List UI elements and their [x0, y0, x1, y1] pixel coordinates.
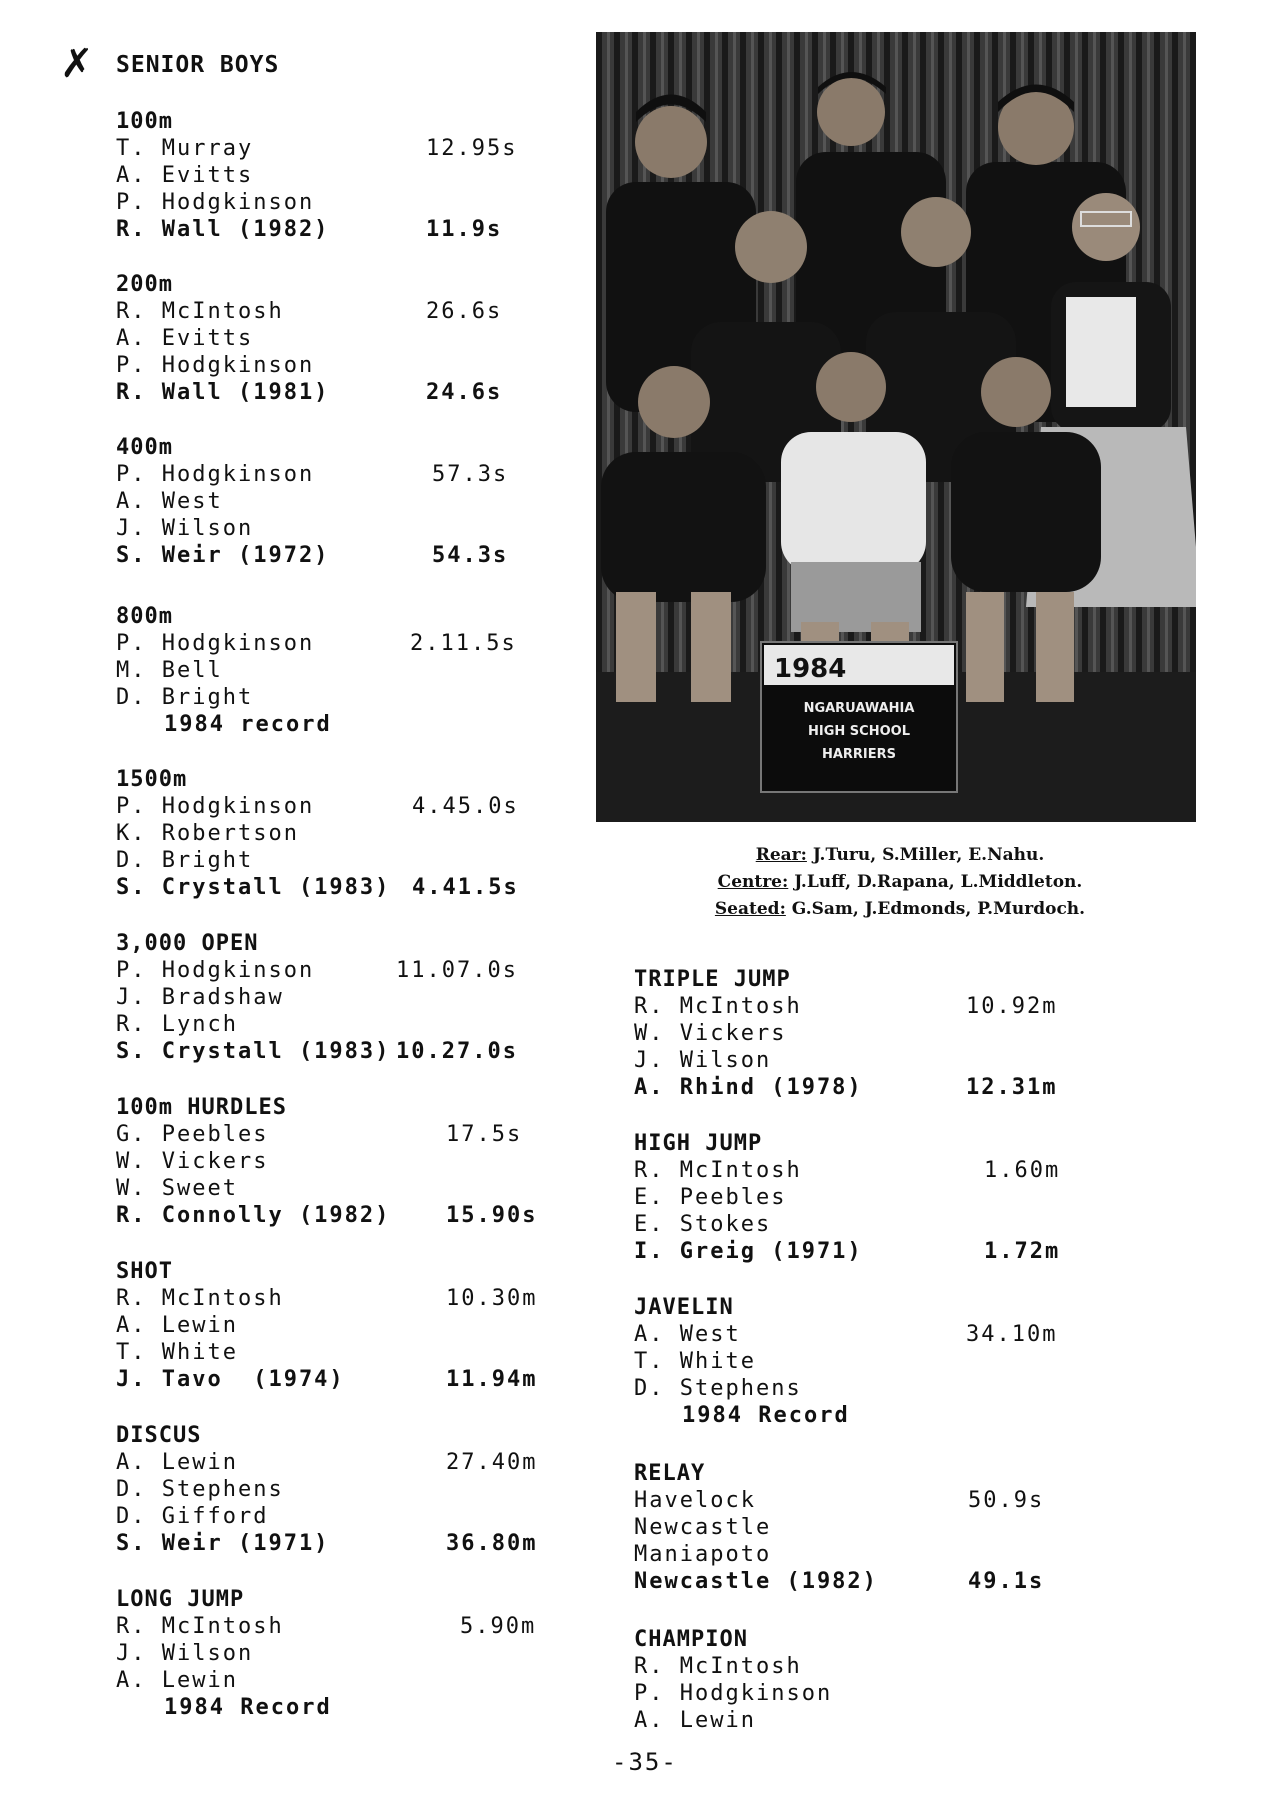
athlete-name: P. Hodgkinson [116, 462, 315, 487]
event-heading: CHAMPION [634, 1627, 748, 1652]
event-heading: 3,000 OPEN [116, 931, 259, 956]
result-value: 12.95s [426, 136, 518, 161]
result-row [634, 1375, 1114, 1402]
athlete-name: D. Gifford [116, 1504, 269, 1529]
event-section [116, 271, 596, 406]
record-row [116, 1530, 596, 1557]
result-row [116, 1285, 596, 1312]
athlete-name: T. White [116, 1340, 238, 1365]
caption-line: Rear: J.Turu, S.Miller, E.Nahu. [755, 845, 1045, 865]
athlete-name: R. McIntosh [116, 1286, 284, 1311]
athlete-name: E. Peebles [634, 1185, 787, 1210]
athlete-name: P. Hodgkinson [116, 794, 315, 819]
event-section [116, 1094, 596, 1229]
athlete-name: J. Wilson [634, 1048, 772, 1073]
result-value: 54.3s [432, 543, 509, 568]
athlete-name: S. Crystall (1983) [116, 1039, 391, 1064]
result-value: 17.5s [446, 1122, 523, 1147]
athlete-name: Newcastle (1982) [634, 1569, 878, 1594]
caption-line: Centre: J.Luff, D.Rapana, L.Middleton. [717, 872, 1083, 892]
result-row [116, 984, 596, 1011]
result-row [116, 1121, 596, 1148]
record-row [116, 874, 596, 901]
result-row [116, 1449, 596, 1476]
result-row [116, 820, 596, 847]
result-value: 11.94m [446, 1367, 538, 1392]
page-number: -35- [612, 1748, 678, 1776]
record-row [116, 1038, 596, 1065]
event-section [634, 1626, 1114, 1734]
event-heading: DISCUS [116, 1423, 202, 1448]
athlete-name: A. Evitts [116, 326, 254, 351]
result-row [634, 1514, 1114, 1541]
athlete-name: D. Bright [116, 848, 254, 873]
athlete-name: R. McIntosh [116, 1614, 284, 1639]
hand-drawn-star-icon: ✗ [60, 41, 94, 87]
athlete-name: T. White [634, 1349, 756, 1374]
event-heading: 100m [116, 109, 173, 134]
athlete-name: P. Hodgkinson [116, 353, 315, 378]
result-value: 27.40m [446, 1450, 538, 1475]
sign-line-2: HIGH SCHOOL [808, 724, 910, 739]
athlete-name: A. Lewin [116, 1313, 238, 1338]
result-row [634, 1487, 1114, 1514]
sign-line-3: HARRIERS [821, 747, 897, 762]
athlete-name: D. Stephens [116, 1477, 284, 1502]
sign-year: 1984 [774, 654, 847, 684]
result-row [116, 1339, 596, 1366]
athlete-name: W. Vickers [116, 1149, 269, 1174]
athlete-name: R. McIntosh [634, 1654, 802, 1679]
athlete-name: T. Murray [116, 136, 254, 161]
result-row [116, 488, 596, 515]
athlete-name: P. Hodgkinson [634, 1681, 833, 1706]
result-row [116, 162, 596, 189]
result-value: 26.6s [426, 299, 503, 324]
event-heading: 200m [116, 272, 173, 297]
sign-line-1: NGARUAWAHIA [803, 701, 915, 716]
event-heading: 800m [116, 604, 173, 629]
result-value: 15.90s [446, 1203, 538, 1228]
result-value: 1.60m [984, 1158, 1061, 1183]
record-row [116, 216, 596, 243]
event-heading: RELAY [634, 1461, 706, 1486]
result-row [116, 1148, 596, 1175]
event-heading: TRIPLE JUMP [634, 967, 791, 992]
athlete-name: E. Stokes [634, 1212, 772, 1237]
record-row [116, 1202, 596, 1229]
event-section [116, 1258, 596, 1393]
result-value: 4.41.5s [412, 875, 519, 900]
result-row [634, 1348, 1114, 1375]
result-row [116, 515, 596, 542]
event-heading: HIGH JUMP [634, 1131, 763, 1156]
athlete-name: A. Lewin [116, 1668, 238, 1693]
athlete-name: A. Lewin [634, 1708, 756, 1733]
result-row [116, 135, 596, 162]
event-section [634, 1130, 1114, 1265]
athlete-name: W. Sweet [116, 1176, 238, 1201]
athlete-name: J. Tavo (1974) [116, 1367, 345, 1392]
event-section [634, 1460, 1114, 1595]
result-value: 12.31m [966, 1075, 1058, 1100]
event-heading: 100m HURDLES [116, 1095, 287, 1120]
athlete-name: 1984 Record [164, 1695, 332, 1720]
result-row [116, 461, 596, 488]
athlete-name: G. Peebles [116, 1122, 269, 1147]
result-value: 49.1s [968, 1569, 1045, 1594]
result-value: 2.11.5s [410, 631, 517, 656]
event-section [116, 766, 596, 901]
athlete-name: D. Stephens [634, 1376, 802, 1401]
result-value: 10.92m [966, 994, 1058, 1019]
result-row [116, 793, 596, 820]
athlete-name: R. Connolly (1982) [116, 1203, 391, 1228]
result-row [116, 684, 596, 711]
result-row [116, 657, 596, 684]
athlete-name: R. Wall (1981) [116, 380, 330, 405]
result-row [116, 957, 596, 984]
result-value: 50.9s [968, 1488, 1045, 1513]
athlete-name: Havelock [634, 1488, 756, 1513]
result-value: 10.30m [446, 1286, 538, 1311]
event-section [116, 1586, 596, 1721]
athlete-name: R. Wall (1982) [116, 217, 330, 242]
athlete-name: R. McIntosh [634, 1158, 802, 1183]
record-row [116, 542, 596, 569]
photo-caption [600, 842, 1200, 923]
athlete-name: A. Rhind (1978) [634, 1075, 863, 1100]
event-heading: JAVELIN [634, 1295, 734, 1320]
event-section [116, 434, 596, 569]
result-row [634, 1680, 1114, 1707]
result-value: 4.45.0s [412, 794, 519, 819]
result-row [634, 993, 1114, 1020]
athlete-name: S. Weir (1972) [116, 543, 330, 568]
record-row [634, 1074, 1114, 1101]
event-section [634, 966, 1114, 1101]
result-value: 10.27.0s [396, 1039, 518, 1064]
result-row [116, 1011, 596, 1038]
athlete-name: S. Weir (1971) [116, 1531, 330, 1556]
record-note [116, 711, 596, 738]
result-value: 5.90m [460, 1614, 537, 1639]
result-value: 57.3s [432, 462, 509, 487]
result-row [634, 1211, 1114, 1238]
result-row [634, 1020, 1114, 1047]
result-row [116, 630, 596, 657]
result-row [116, 1175, 596, 1202]
athlete-name: P. Hodgkinson [116, 958, 315, 983]
result-row [116, 189, 596, 216]
result-row [634, 1541, 1114, 1568]
result-row [634, 1707, 1114, 1734]
result-value: 36.80m [446, 1531, 538, 1556]
athlete-name: Maniapoto [634, 1542, 772, 1567]
athlete-name: K. Robertson [116, 821, 299, 846]
result-value: 34.10m [966, 1322, 1058, 1347]
record-row [116, 379, 596, 406]
event-heading: 1500m [116, 767, 188, 792]
athlete-name: A. West [116, 489, 223, 514]
result-row [116, 1312, 596, 1339]
caption-line: Seated: G.Sam, J.Edmonds, P.Murdoch. [714, 899, 1086, 919]
result-value: 1.72m [984, 1239, 1061, 1264]
result-row [116, 1613, 596, 1640]
result-row [634, 1047, 1114, 1074]
record-row [634, 1238, 1114, 1265]
result-row [634, 1653, 1114, 1680]
result-row [634, 1157, 1114, 1184]
record-row [634, 1568, 1114, 1595]
result-row [634, 1321, 1114, 1348]
athlete-name: I. Greig (1971) [634, 1239, 863, 1264]
athlete-name: R. McIntosh [116, 299, 284, 324]
athlete-name: A. West [634, 1322, 741, 1347]
result-value: 11.9s [426, 217, 503, 242]
athlete-name: S. Crystall (1983) [116, 875, 391, 900]
event-section [116, 603, 596, 738]
record-note [116, 1694, 596, 1721]
event-section [116, 1422, 596, 1557]
result-row [116, 325, 596, 352]
event-heading: LONG JUMP [116, 1587, 245, 1612]
record-row [116, 1366, 596, 1393]
result-value: 24.6s [426, 380, 503, 405]
athlete-name: R. Lynch [116, 1012, 238, 1037]
athlete-name: A. Evitts [116, 163, 254, 188]
record-note [634, 1402, 1114, 1429]
athlete-name: P. Hodgkinson [116, 631, 315, 656]
athlete-name: P. Hodgkinson [116, 190, 315, 215]
event-heading: SHOT [116, 1259, 173, 1284]
team-photo [596, 32, 1196, 822]
athlete-name: W. Vickers [634, 1021, 787, 1046]
result-row [116, 1476, 596, 1503]
result-row [116, 847, 596, 874]
team-photo-image [596, 32, 1196, 822]
event-section [634, 1294, 1114, 1429]
result-row [116, 1640, 596, 1667]
athlete-name: J. Wilson [116, 516, 254, 541]
result-value: 11.07.0s [396, 958, 518, 983]
result-row [116, 1667, 596, 1694]
athlete-name: A. Lewin [116, 1450, 238, 1475]
athlete-name: D. Bright [116, 685, 254, 710]
page-title: SENIOR BOYS [116, 52, 280, 78]
result-row [116, 1503, 596, 1530]
athlete-name: 1984 Record [682, 1403, 850, 1428]
athlete-name: 1984 record [164, 712, 332, 737]
result-row [116, 352, 596, 379]
athlete-name: J. Wilson [116, 1641, 254, 1666]
event-section [116, 930, 596, 1065]
athlete-name: M. Bell [116, 658, 223, 683]
result-row [634, 1184, 1114, 1211]
athlete-name: J. Bradshaw [116, 985, 284, 1010]
event-heading: 400m [116, 435, 173, 460]
event-section [116, 108, 596, 243]
result-row [116, 298, 596, 325]
athlete-name: Newcastle [634, 1515, 772, 1540]
athlete-name: R. McIntosh [634, 994, 802, 1019]
